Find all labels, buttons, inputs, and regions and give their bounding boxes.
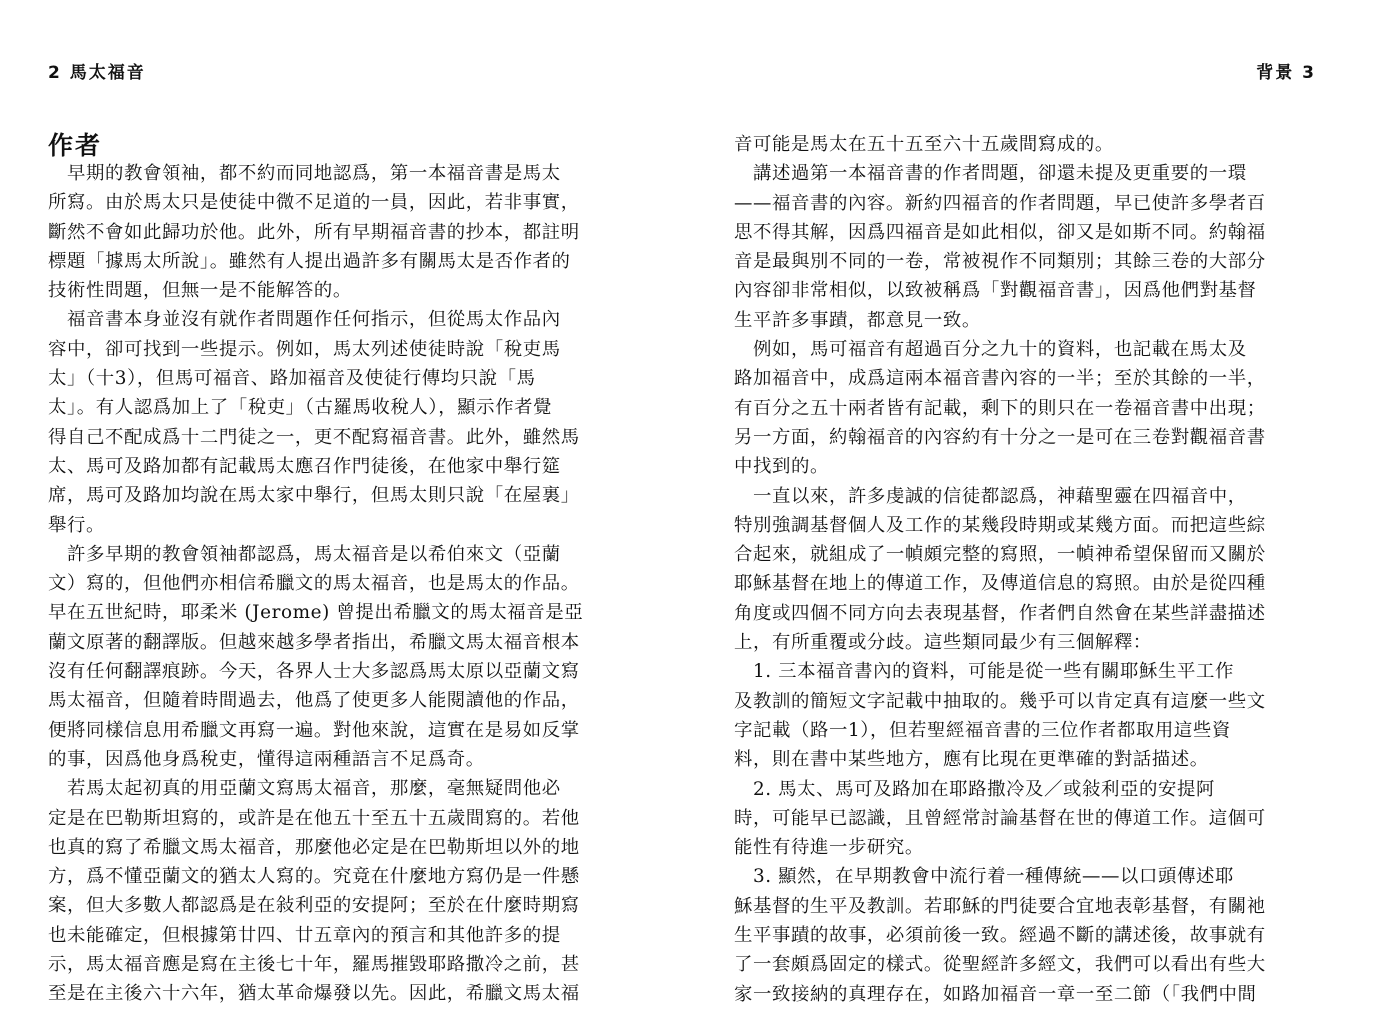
text-line: 許多早期的教會領袖都認爲，馬太福音是以希伯來文（亞蘭 (48, 543, 561, 565)
text-line: 沒有任何翻譯痕跡。今天，各界人士大多認爲馬太原以亞蘭文寫 (48, 661, 580, 683)
text-line: 音可能是馬太在五十五至六十五歲間寫成的。 (734, 134, 1114, 155)
text-line: 席，馬可及路加均說在馬太家中舉行，但馬太則只說「在屋裏」 (48, 485, 580, 507)
text-line: 蘭文原著的翻譯版。但越來越多學者指出，希臘文馬太福音根本 (48, 631, 580, 653)
text-line: 福音書本身並沒有就作者問題作任何指示，但從馬太作品內 (48, 309, 561, 331)
text-line: 2. 馬太、馬可及路加在耶路撒冷及／或敍利亞的安提阿 (734, 778, 1215, 800)
text-line: 家一致接納的真理存在，如路加福音一章一至二節（「我們中間 (734, 983, 1257, 1005)
text-line: 了一套頗爲固定的樣式。從聖經許多經文，我們可以看出有些大 (734, 954, 1266, 976)
text-line: 文）寫的，但他們亦相信希臘文的馬太福音，也是馬太的作品。 (48, 573, 580, 595)
text-line: 內容卻非常相似，以致被稱爲「對觀福音書」，因爲他們對基督 (734, 280, 1257, 302)
text-line: 字記載（路一1），但若聖經福音書的三位作者都取用這些資 (734, 719, 1231, 741)
text-line: 早期的教會領袖，都不約而同地認爲，第一本福音書是馬太 (48, 163, 561, 184)
text-line: 案，但大多數人都認爲是在敍利亞的安提阿；至於在什麼時期寫 (48, 895, 580, 917)
text-line: 標題「據馬太所說」。雖然有人提出過許多有關馬太是否作者的 (48, 250, 571, 272)
text-line: 所寫。由於馬太只是使徒中微不足道的一員，因此，若非事實， (48, 192, 580, 214)
text-line: 便將同樣信息用希臘文再寫一遍。對他來說，這實在是易如反掌 (48, 719, 580, 741)
text-line: 生平許多事蹟，都意見一致。 (734, 309, 981, 331)
left-running-header: 2 馬太福音 (48, 63, 146, 83)
text-line: 也真的寫了希臘文馬太福音，那麼他必定是在巴勒斯坦以外的地 (48, 836, 580, 858)
text-line: 太」（十3），但馬可福音、路加福音及使徒行傳均只說「馬 (48, 368, 536, 390)
text-line: 思不得其解，因爲四福音是如此相似，卻又是如斯不同。約翰福 (734, 221, 1266, 243)
text-line: 太」。有人認爲加上了「稅吏」（古羅馬收稅人），顯示作者覺 (48, 397, 553, 419)
text-line: 若馬太起初真的用亞蘭文寫馬太福音，那麼，毫無疑問他必 (48, 778, 561, 800)
text-line: 中找到的。 (734, 456, 829, 478)
right-running-header: 背景 3 (1256, 63, 1316, 83)
text-line: 講述過第一本福音書的作者問題，卻還未提及更重要的一環 (734, 163, 1247, 185)
text-line: 至是在主後六十六年，猶太革命爆發以先。因此，希臘文馬太福 (48, 983, 580, 1005)
text-line: 及教訓的簡短文字記載中抽取的。幾乎可以肯定真有這麼一些文 (734, 690, 1266, 712)
text-line: 穌基督的生平及教訓。若耶穌的門徒要合宜地表彰基督，有關祂 (734, 895, 1266, 917)
text-line: 馬太福音，但隨着時間過去，他爲了使更多人能閱讀他的作品， (48, 690, 580, 712)
text-line: 有百分之五十兩者皆有記載，剩下的則只在一卷福音書中出現； (734, 397, 1266, 419)
text-line: 容中，卻可找到一些提示。例如，馬太列述使徒時說「稅吏馬 (48, 338, 561, 360)
text-line: 路加福音中，成爲這兩本福音書內容的一半；至於其餘的一半， (734, 368, 1266, 390)
text-line: 合起來，就組成了一幀頗完整的寫照，一幀神希望保留而又關於 (734, 544, 1266, 566)
text-line: 上，有所重覆或分歧。這些類同最少有三個解釋： (734, 632, 1152, 654)
left-page (0, 0, 690, 1019)
text-line: 方，爲不懂亞蘭文的猶太人寫的。究竟在什麼地方寫仍是一件懸 (48, 866, 580, 888)
text-line: 得自己不配成爲十二門徒之一，更不配寫福音書。此外，雖然馬 (48, 426, 580, 448)
text-line: 1. 三本福音書內的資料，可能是從一些有關耶穌生平工作 (734, 661, 1234, 683)
text-line: 早在五世紀時，耶柔米 (Jerome) 曾提出希臘文的馬太福音是亞 (48, 602, 584, 624)
text-line: 3. 顯然，在早期教會中流行着一種傳統——以口頭傳述耶 (734, 866, 1234, 888)
text-line: 生平事蹟的故事，必須前後一致。經過不斷的講述後，故事就有 (734, 925, 1266, 947)
text-line: 太、馬可及路加都有記載馬太應召作門徒後，在他家中舉行筵 (48, 455, 561, 477)
text-line: 能性有待進一步研究。 (734, 837, 924, 859)
text-line: 角度或四個不同方向去表現基督，作者們自然會在某些詳盡描述 (734, 602, 1266, 624)
text-line: 斷然不會如此歸功於他。此外，所有早期福音書的抄本，都註明 (48, 221, 580, 243)
right-page (700, 0, 1400, 1019)
text-line: 技術性問題，但無一是不能解答的。 (48, 280, 352, 302)
text-line: 特別強調基督個人及工作的某幾段時期或某幾方面。而把這些綜 (734, 514, 1266, 536)
left-body-text (48, 159, 628, 1009)
text-line: 音是最與別不同的一卷，常被視作不同類別；其餘三卷的大部分 (734, 251, 1266, 273)
text-line: 定是在巴勒斯坦寫的，或許是在他五十至五十五歲間寫的。若他 (48, 807, 580, 829)
text-line: 耶穌基督在地上的傳道工作，及傳道信息的寫照。由於是從四種 (734, 573, 1266, 595)
text-line: 料，則在書中某些地方，應有比現在更準確的對話描述。 (734, 749, 1209, 771)
right-body-text (734, 130, 1316, 1009)
text-line: 時，可能早已認識，且曾經常討論基督在世的傳道工作。這個可 (734, 807, 1266, 829)
text-line: 例如，馬可福音有超過百分之九十的資料，也記載在馬太及 (734, 339, 1247, 361)
text-line: 舉行。 (48, 514, 105, 536)
text-line: 另一方面，約翰福音的內容約有十分之一是可在三卷對觀福音書 (734, 426, 1266, 448)
text-line: 一直以來，許多虔誠的信徒都認爲，神藉聖靈在四福音中， (734, 485, 1247, 507)
section-heading-author: 作者 (48, 131, 103, 160)
text-line: ——福音書的內容。新約四福音的作者問題，早已使許多學者百 (734, 192, 1266, 214)
text-line: 示，馬太福音應是寫在主後七十年，羅馬摧毀耶路撒冷之前，甚 (48, 954, 580, 976)
text-line: 的事，因爲他身爲稅吏，懂得這兩種語言不足爲奇。 (48, 748, 485, 770)
text-line: 也未能確定，但根據第廿四、廿五章內的預言和其他許多的提 (48, 924, 561, 946)
